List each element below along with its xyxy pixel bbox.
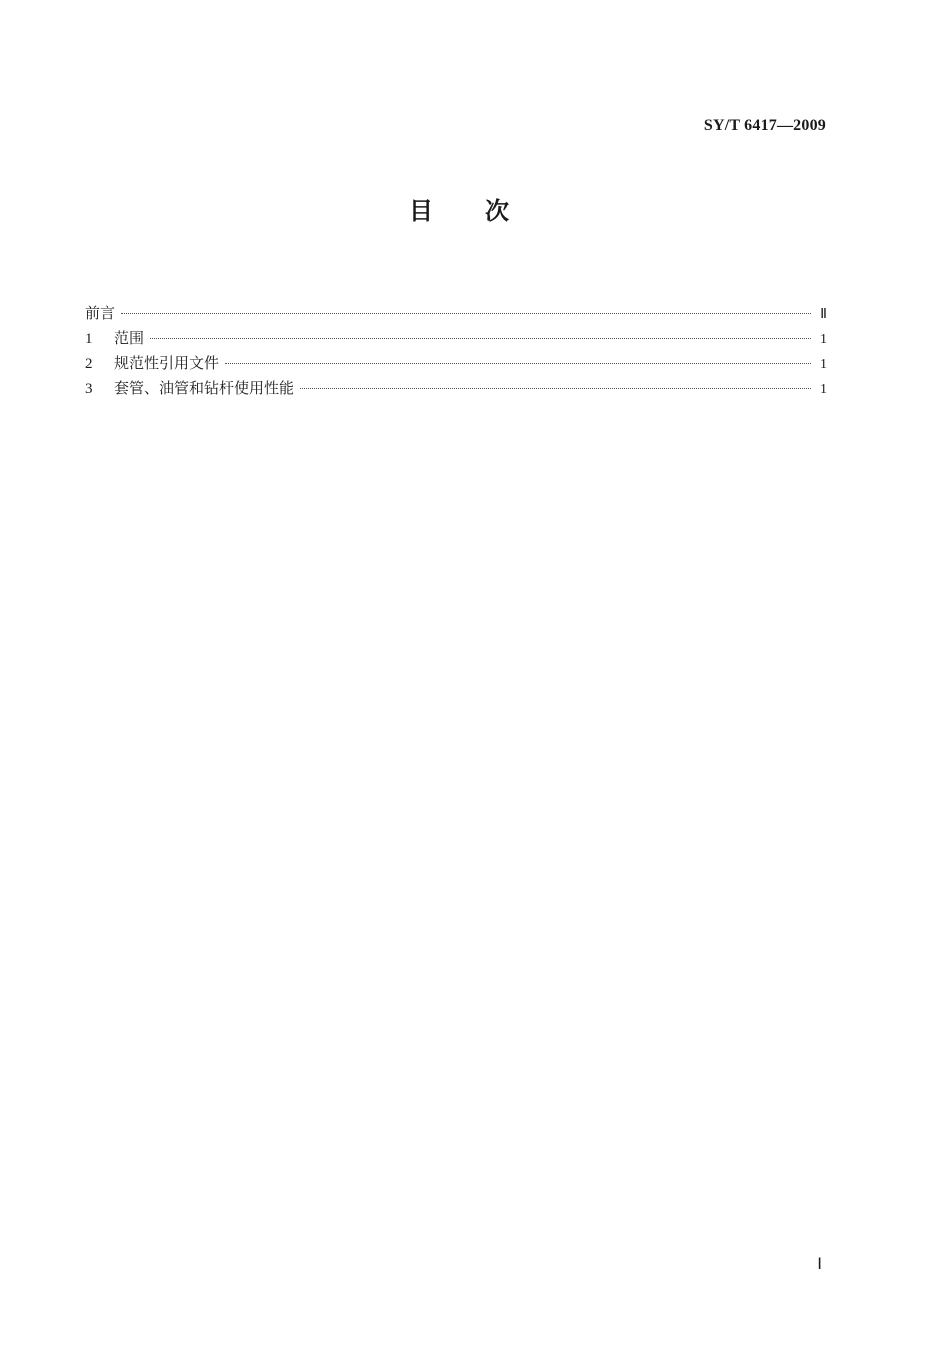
toc-entry-number: 3 (85, 381, 93, 397)
page-number: Ⅰ (817, 1256, 822, 1273)
toc-entry-page: Ⅱ (820, 307, 827, 322)
toc-entry-label: 规范性引用文件 (114, 354, 220, 372)
page-title (0, 196, 918, 226)
toc-entry-label: 前言 (85, 304, 116, 322)
toc-entry-page: 1 (820, 332, 827, 347)
title-char-1: 目 (409, 197, 433, 225)
toc-leader-dots (300, 388, 811, 389)
toc-entry-scope[interactable] (85, 327, 827, 352)
toc-leader-dots (225, 363, 811, 364)
table-of-contents (85, 302, 827, 402)
toc-entry-page: 1 (820, 357, 827, 372)
toc-entry-foreword[interactable] (85, 302, 827, 327)
toc-entry-number: 1 (85, 331, 93, 347)
toc-entry-normative-references[interactable] (85, 352, 827, 377)
toc-entry-number: 2 (85, 356, 93, 372)
toc-entry-label: 范围 (114, 329, 145, 347)
toc-entry-page: 1 (820, 382, 827, 397)
title-char-2: 次 (485, 197, 509, 225)
toc-leader-dots (121, 313, 811, 314)
document-code: SY/T 6417—2009 (703, 117, 826, 134)
toc-leader-dots (150, 338, 811, 339)
toc-entry-label: 套管、油管和钻杆使用性能 (114, 379, 295, 397)
toc-entry-performance[interactable] (85, 377, 827, 402)
